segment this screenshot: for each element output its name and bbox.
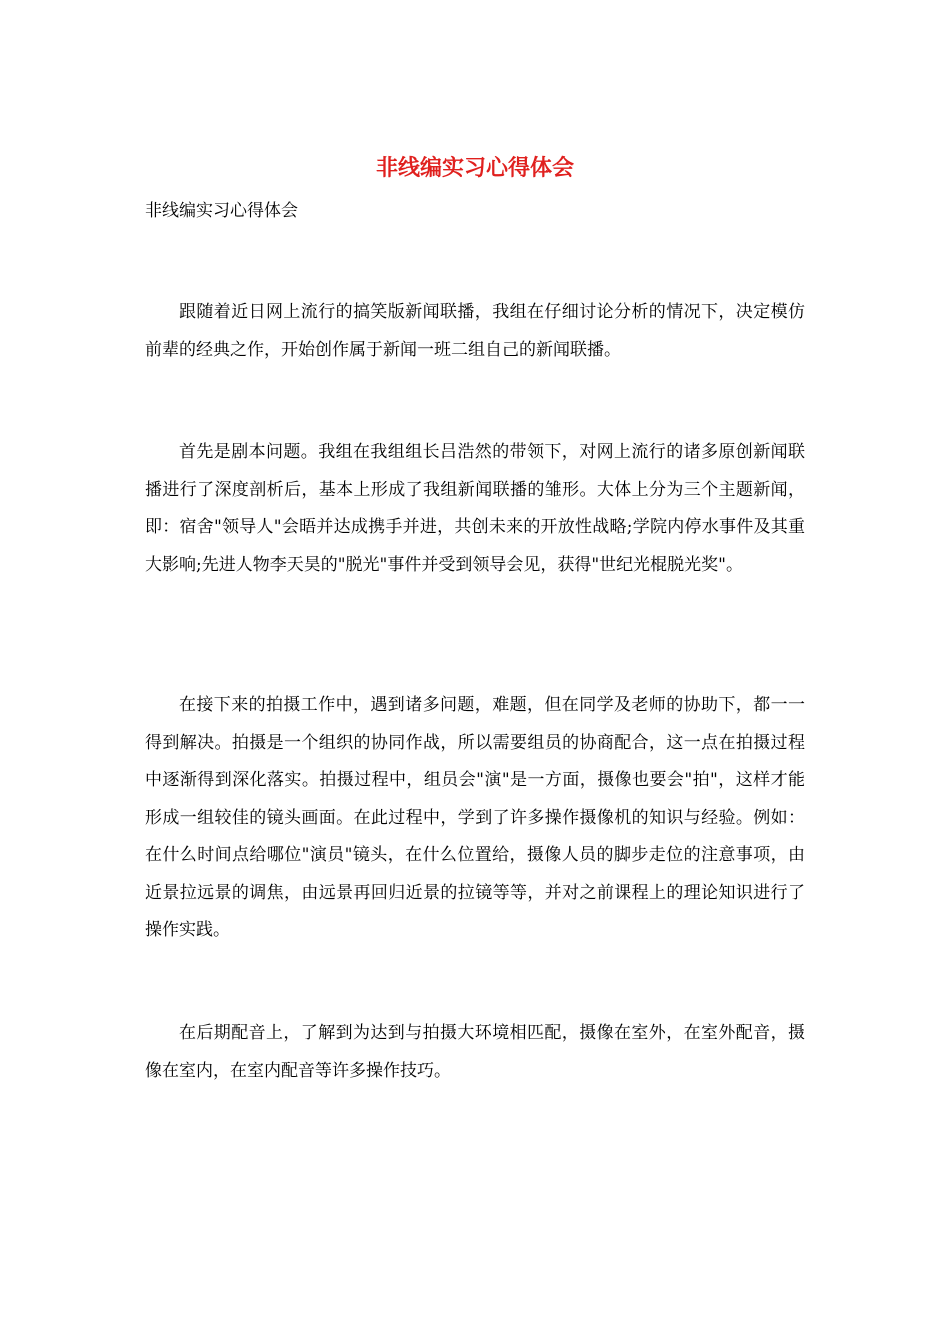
document-subtitle: 非线编实习心得体会 [145, 201, 298, 221]
paragraph: 首先是剧本问题。我组在我组组长吕浩然的带领下，对网上流行的诸多原创新闻联播进行了深度剖析后，基本上形成了我组新闻联播的雏形。大体上分为三个主题新闻，即：宿舍"领导人"会晤并达成携手并进，共创未来的开放性战略;学院内停水事件及其重大影响;先进人物李天昊的"脱光"事件并受到领导会见，获得"世纪光棍脱光奖"。 [145, 442, 805, 575]
document-title: 非线编实习心得体会 [375, 155, 574, 181]
paragraph: 在接下来的拍摄工作中，遇到诸多问题，难题，但在同学及老师的协助下，都一一得到解决。拍摄是一个组织的协同作战，所以需要组员的协商配合，这一点在拍摄过程中逐渐得到深化落实。拍摄过程中，组员会"演"是一方面，摄像也要会"拍"，这样才能形成一组较佳的镜头画面。在此过程中，学到了许多操作摄像机的知识与经验。例如：在什么时间点给哪位"演员"镜头，在什么位置给，摄像人员的脚步走位的注意事项，由近景拉远景的调焦，由远景再回归近景的拉镜等等，并对之前课程上的理论知识进行了操作实践。 [145, 695, 805, 940]
paragraph: 跟随着近日网上流行的搞笑版新闻联播，我组在仔细讨论分析的情况下，决定模仿前辈的经典之作，开始创作属于新闻一班二组自己的新闻联播。 [145, 302, 805, 360]
paragraph: 在后期配音上，了解到为达到与拍摄大环境相匹配，摄像在室外，在室外配音，摄像在室内，在室内配音等许多操作技巧。 [145, 1023, 805, 1081]
